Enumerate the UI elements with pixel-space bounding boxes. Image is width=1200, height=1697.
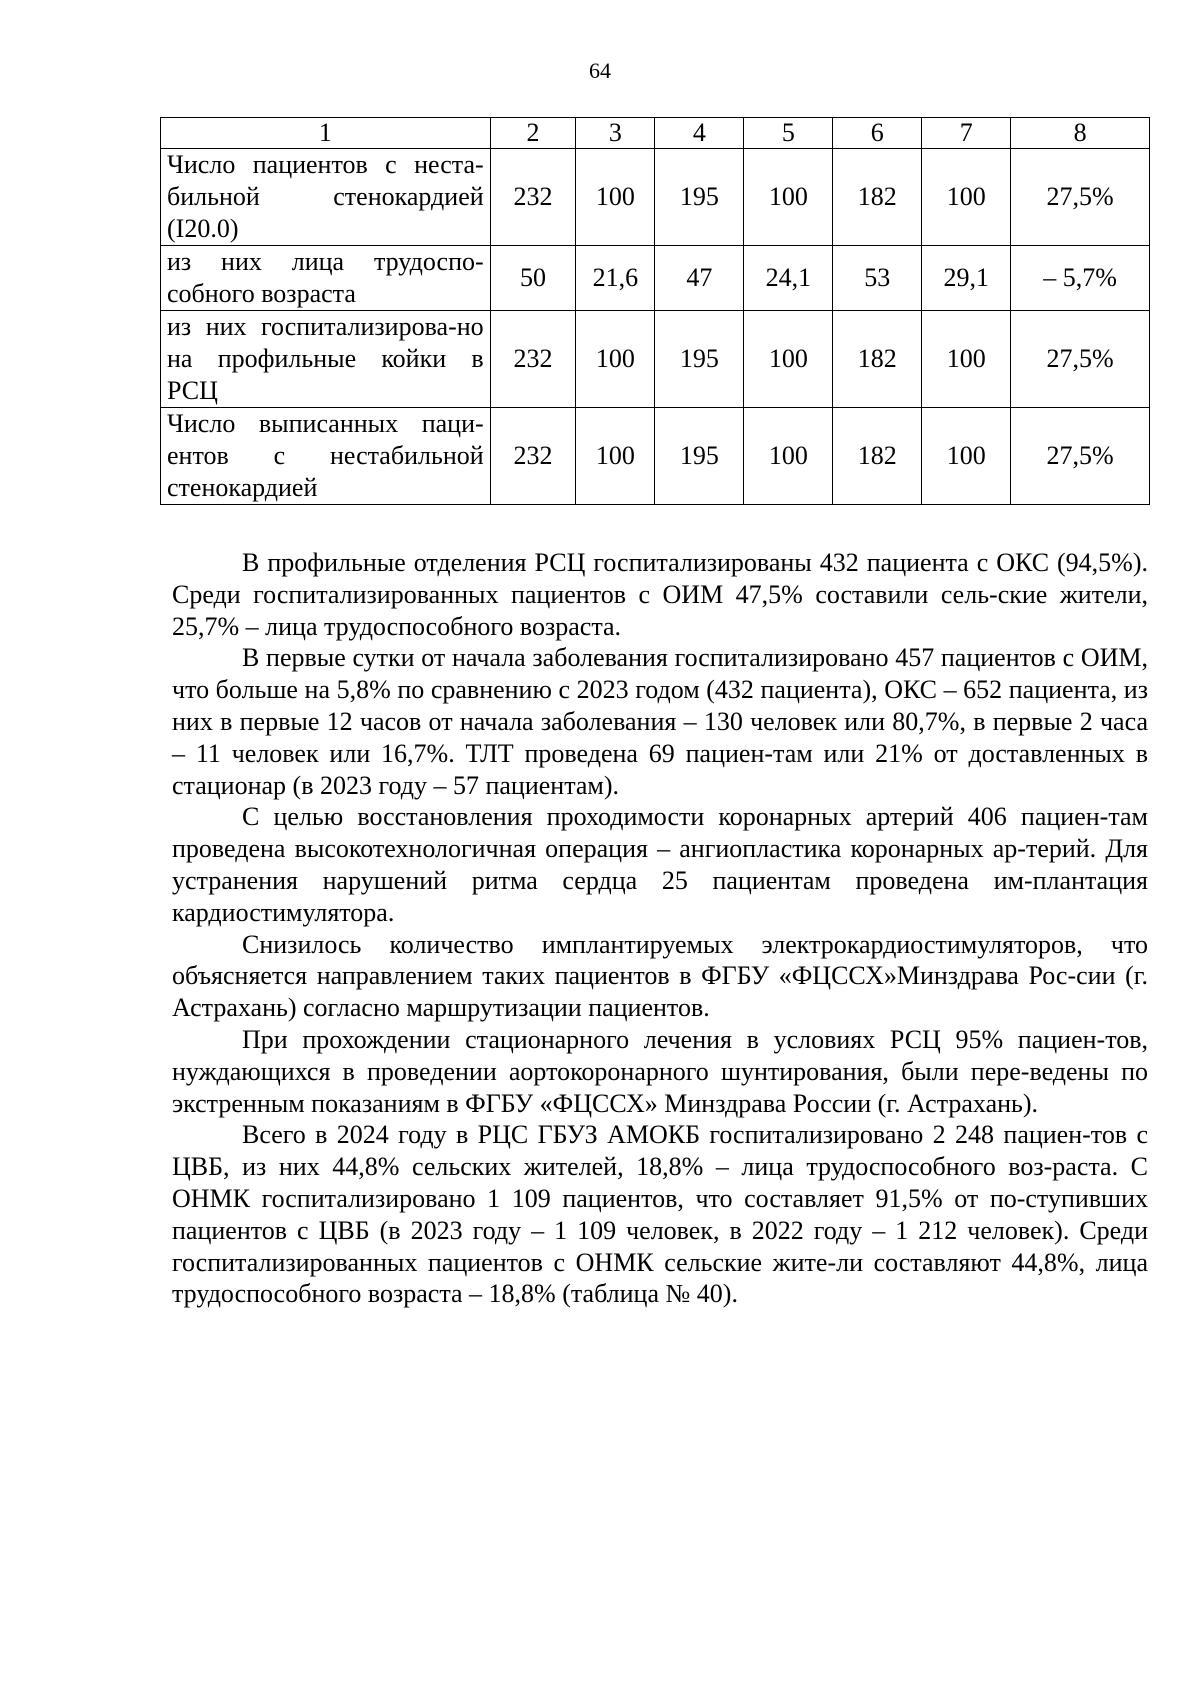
table-cell: 29,1 xyxy=(922,246,1011,311)
table-cell: 195 xyxy=(655,311,744,408)
table-cell: 195 xyxy=(655,408,744,505)
table-cell: 100 xyxy=(576,311,655,408)
row-label: Число выписанных паци-ентов с нестабильной стенокардией xyxy=(161,408,491,505)
table-cell: 100 xyxy=(576,408,655,505)
table-row xyxy=(161,246,1150,311)
table-cell: 100 xyxy=(744,311,833,408)
table-cell: 100 xyxy=(744,149,833,246)
column-header: 4 xyxy=(655,118,744,149)
table-cell: 50 xyxy=(490,246,576,311)
table-cell: 53 xyxy=(833,246,922,311)
table-cell: 182 xyxy=(833,311,922,408)
row-label: Число пациентов с неста-бильной стенокардией (I20.0) xyxy=(161,149,491,246)
table-cell: 27,5% xyxy=(1011,311,1150,408)
table-row xyxy=(161,311,1150,408)
table-cell: 182 xyxy=(833,149,922,246)
table-cell: 21,6 xyxy=(576,246,655,311)
table-cell: 182 xyxy=(833,408,922,505)
paragraph: Всего в 2024 году в РЦС ГБУЗ АМОКБ госпитализировано 2 248 пациен-тов с ЦВБ, из них 44,8% сельских жителей, 18,8% – лица трудоспособного воз-раста. С ОНМК госпитализировано 1 109 пациентов, что составляет 91,5% от по-ступивших пациентов с ЦВБ (в 2023 году – 1 109 человек, в 2022 году – 1 212 человек). Среди госпитализированных пациентов с ОНМК сельские жите-ли составляют 44,8%, лица трудоспособного возраста – 18,8% (таблица № 40). xyxy=(172,1120,1148,1309)
table-cell: 100 xyxy=(744,408,833,505)
column-header: 8 xyxy=(1011,118,1150,149)
paragraph: В профильные отделения РСЦ госпитализированы 432 пациента с ОКС (94,5%). Среди госпитализированных пациентов с ОИМ 47,5% составили сель-ские жители, 25,7% – лица трудоспособного возраста. xyxy=(172,548,1148,641)
table-cell: 100 xyxy=(922,311,1011,408)
page-number: 64 xyxy=(589,58,611,83)
table-cell: 24,1 xyxy=(744,246,833,311)
table-cell: 232 xyxy=(490,311,576,408)
statistics-table xyxy=(160,117,1150,505)
table-cell: 27,5% xyxy=(1011,149,1150,246)
table-cell: 100 xyxy=(922,149,1011,246)
paragraph: С целью восстановления проходимости коронарных артерий 406 пациен-там проведена высокотехнологичная операция – ангиопластика коронарных ар-терий. Для устранения нарушений ритма сердца 25 пациентам проведена им-плантация кардиостимулятора. xyxy=(172,802,1148,927)
column-header: 1 xyxy=(161,118,491,149)
row-label: из них госпитализирова-но на профильные койки в РСЦ xyxy=(161,311,491,408)
table-cell: 27,5% xyxy=(1011,408,1150,505)
table-cell: – 5,7% xyxy=(1011,246,1150,311)
table-cell: 195 xyxy=(655,149,744,246)
paragraph: В первые сутки от начала заболевания госпитализировано 457 пациентов с ОИМ, что больше на 5,8% по сравнению с 2023 годом (432 пациента), ОКС – 652 пациента, из них в первые 12 часов от начала заболевания – 130 человек или 80,7%, в первые 2 часа – 11 человек или 16,7%. ТЛТ проведена 69 пациен-там или 21% от доставленных в стационар (в 2023 году – 57 пациентам). xyxy=(172,643,1148,800)
table-cell: 100 xyxy=(576,149,655,246)
table-row xyxy=(161,408,1150,505)
table-header-row xyxy=(161,118,1150,149)
column-header: 5 xyxy=(744,118,833,149)
table-cell: 47 xyxy=(655,246,744,311)
body-text xyxy=(172,547,1148,1310)
column-header: 2 xyxy=(490,118,576,149)
paragraph: Снизилось количество имплантируемых электрокардиостимуляторов, что объясняется направлением таких пациентов в ФГБУ «ФЦССХ»Минздрава Рос-сии (г. Астрахань) согласно маршрутизации пациентов. xyxy=(172,929,1148,1023)
column-header: 7 xyxy=(922,118,1011,149)
table-cell: 232 xyxy=(490,408,576,505)
paragraph: При прохождении стационарного лечения в условиях РСЦ 95% пациен-тов, нуждающихся в проведении аортокоронарного шунтирования, были пере-ведены по экстренным показаниям в ФГБУ «ФЦССХ» Минздрава России (г. Астрахань). xyxy=(172,1024,1148,1118)
column-header: 3 xyxy=(576,118,655,149)
table-row xyxy=(161,149,1150,246)
column-header: 6 xyxy=(833,118,922,149)
table-cell: 232 xyxy=(490,149,576,246)
table-cell: 100 xyxy=(922,408,1011,505)
row-label: из них лица трудоспо-собного возраста xyxy=(161,246,491,311)
